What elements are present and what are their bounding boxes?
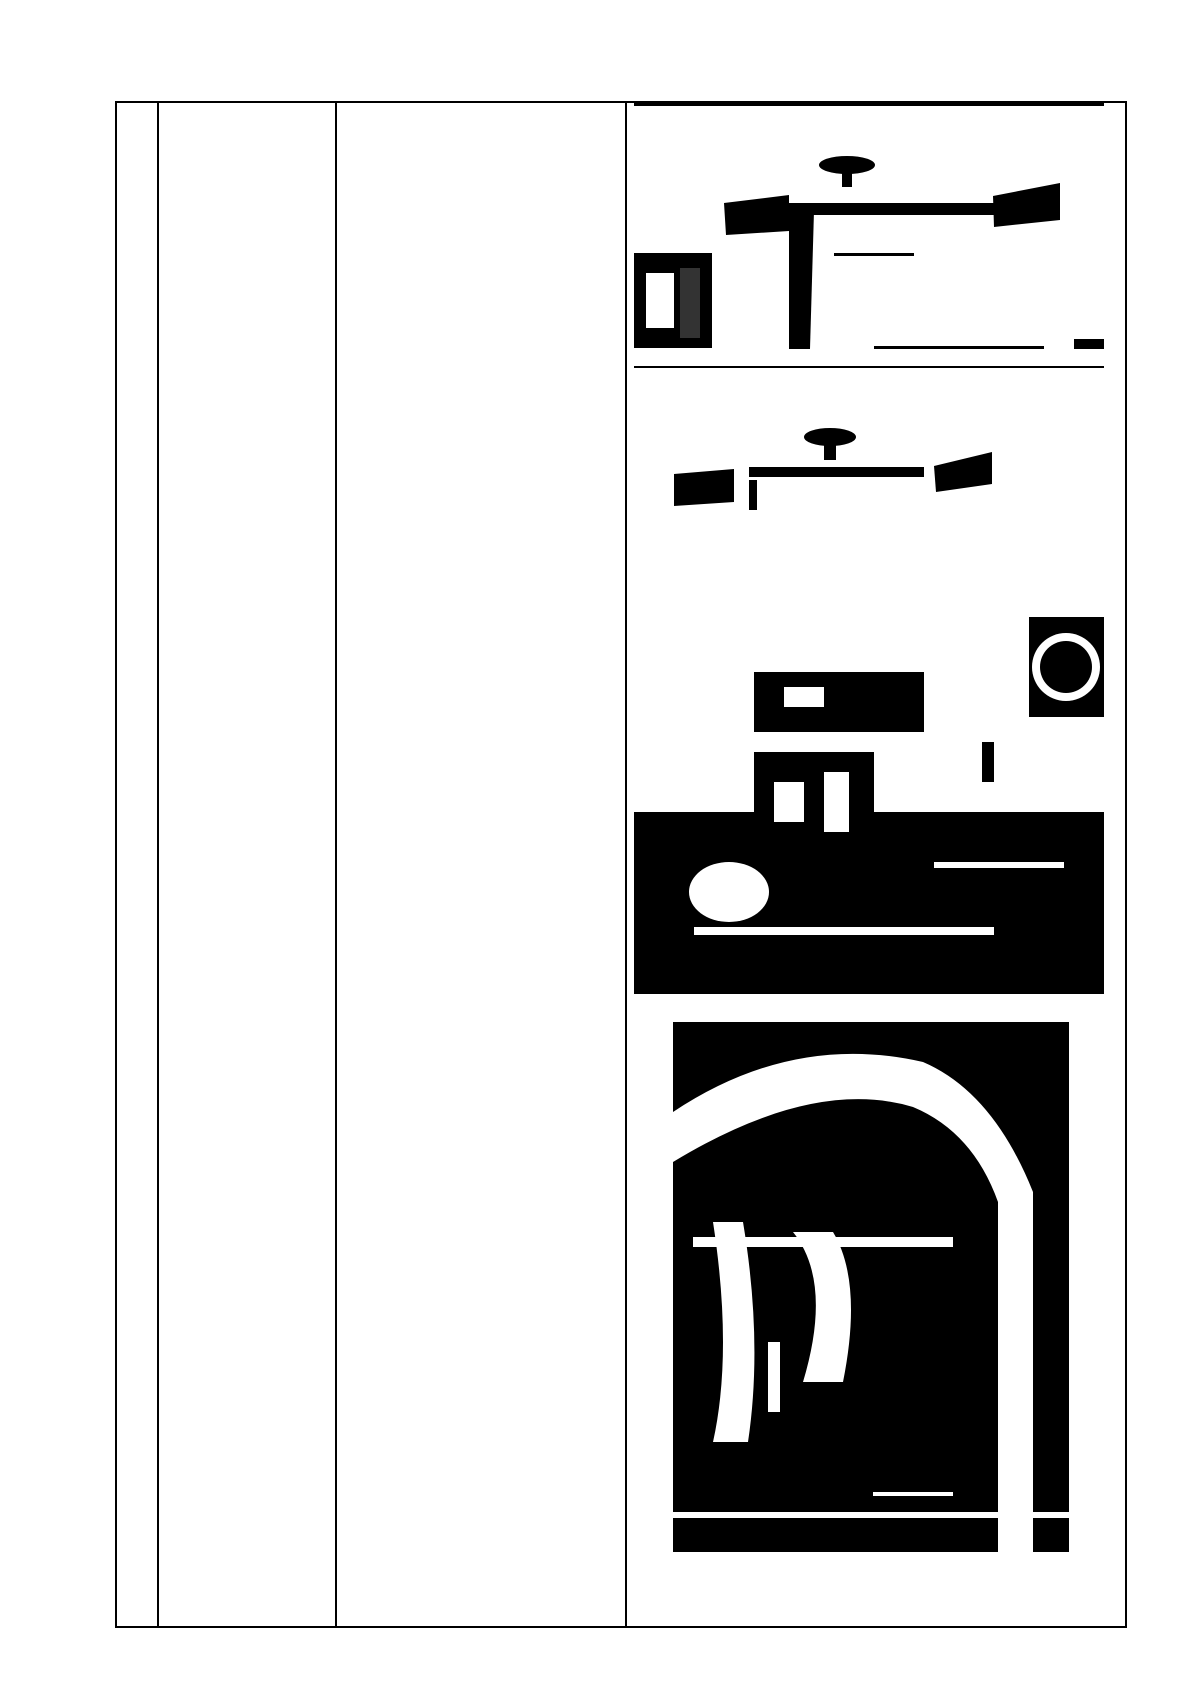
stove-full-photo xyxy=(634,412,1104,994)
description-column xyxy=(350,103,619,256)
column-divider-1 xyxy=(157,101,159,1628)
column-divider-2 xyxy=(335,101,337,1628)
arch-photo xyxy=(673,1022,1069,1552)
column-divider-3 xyxy=(625,101,627,1628)
stove-top-photo xyxy=(634,103,1104,375)
